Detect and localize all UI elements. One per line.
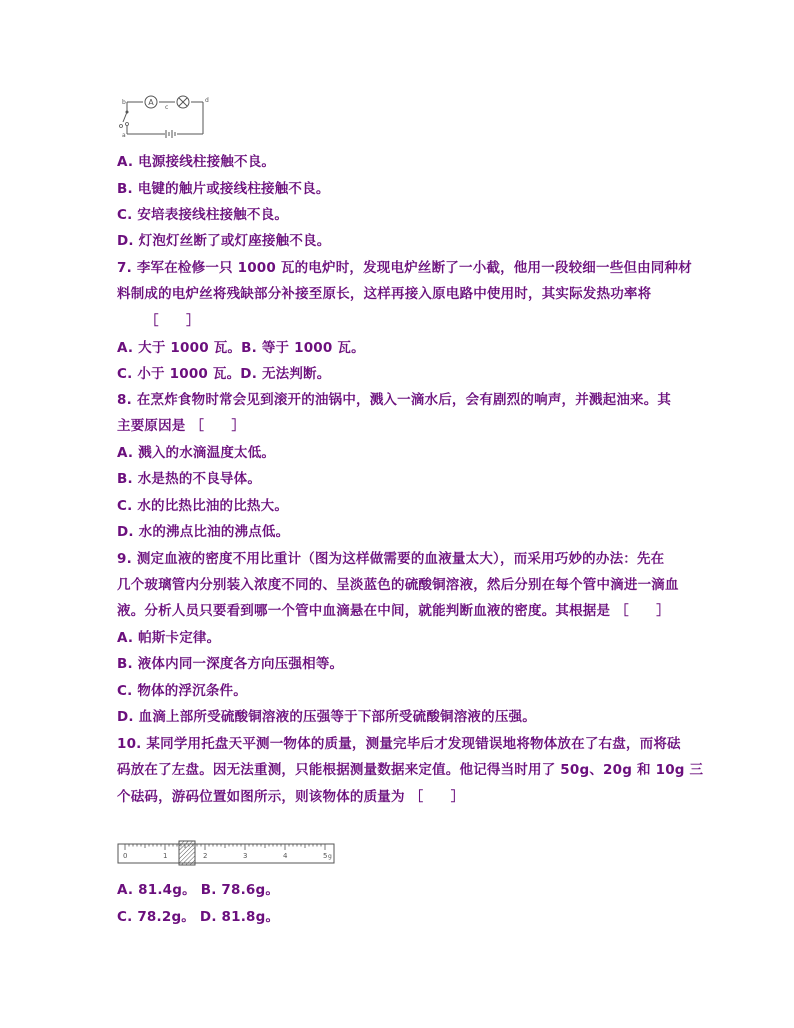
- q8-stem-line-1: 8. 在烹炸食物时常会见到滚开的油锅中，溅入一滴水后，会有剧烈的响声，并溅起油来。其: [117, 392, 672, 408]
- q7-stem-line-2: 料制成的电炉丝将残缺部分补接至原长，这样再接入原电路中使用时，其实际发热功率将: [117, 286, 652, 302]
- q10-option-cd: C. 78.2g。 D. 81.8g。: [117, 909, 280, 925]
- scale-tick-label: 5: [323, 852, 328, 860]
- q6-option-b: B. 电键的触片或接线柱接触不良。: [117, 181, 330, 197]
- q8-option-c: C. 水的比热比油的比热大。: [117, 498, 289, 514]
- battery-icon: [166, 130, 175, 138]
- q8-option-d: D. 水的沸点比油的沸点低。: [117, 524, 290, 540]
- label-d: d: [205, 97, 209, 104]
- q9-option-b: B. 液体内同一深度各方向压强相等。: [117, 656, 344, 672]
- q6-option-a: A. 电源接线柱接触不良。: [117, 154, 276, 170]
- q10-option-ab: A. 81.4g。 B. 78.6g。: [117, 882, 280, 898]
- q7-answer-bracket: ［ ］: [145, 313, 200, 329]
- scale-tick-label: 0: [123, 852, 128, 860]
- q9-stem-line-1: 9. 测定血液的密度不用比重计（图为这样做需要的血液量太大），而采用巧妙的办法：先在: [117, 551, 665, 567]
- q9-option-c: C. 物体的浮沉条件。: [117, 683, 247, 699]
- q9-stem-line-2: 几个玻璃管内分别装入浓度不同的、呈淡蓝色的硫酸铜溶液，然后分别在每个管中滴进一滴血: [117, 577, 679, 593]
- q10-stem-line-3: 个砝码，游码位置如图所示，则该物体的质量为 ［ ］: [117, 789, 465, 805]
- q8-option-a: A. 溅入的水滴温度太低。: [117, 445, 276, 461]
- q7-option-ab: A. 大于 1000 瓦。B. 等于 1000 瓦。: [117, 340, 365, 356]
- scale-tick-label: 3: [243, 852, 248, 860]
- q9-stem-line-3: 液。分析人员只要看到哪一个管中血滴悬在中间，就能判断血液的密度。其根据是 ［ ］: [117, 603, 670, 619]
- ammeter-label: A: [148, 98, 154, 107]
- label-a: a: [122, 132, 126, 139]
- label-b: b: [122, 99, 126, 106]
- q7-option-cd: C. 小于 1000 瓦。D. 无法判断。: [117, 366, 331, 382]
- scale-unit-label: g: [328, 853, 332, 860]
- q9-option-a: A. 帕斯卡定律。: [117, 630, 221, 646]
- q10-stem-line-1: 10. 某同学用托盘天平测一物体的质量，测量完毕后才发现错误地将物体放在了右盘，而将砝: [117, 736, 681, 752]
- q10-stem-line-2: 码放在了左盘。因无法重测，只能根据测量数据来定值。他记得当时用了 50g、20g 和 10g 三: [117, 762, 704, 778]
- scale-bar: [118, 844, 334, 863]
- q6-option-c: C. 安培表接线柱接触不良。: [117, 207, 289, 223]
- rider-weight: [179, 841, 195, 865]
- balance-rider-scale: [117, 840, 339, 866]
- q6-option-d: D. 灯泡灯丝断了或灯座接触不良。: [117, 233, 331, 249]
- q7-stem-line-1: 7. 李军在检修一只 1000 瓦的电炉时，发现电炉丝断了一小截，他用一段较细一些但由同种材: [117, 260, 692, 276]
- scale-tick-label: 4: [283, 852, 288, 860]
- scale-tick-label: 2: [203, 852, 208, 860]
- lamp-icon: [177, 96, 189, 108]
- label-c: c: [165, 104, 169, 111]
- scale-tick-label: 1: [163, 852, 168, 860]
- circuit-diagram: [115, 94, 215, 140]
- q8-option-b: B. 水是热的不良导体。: [117, 471, 262, 487]
- q8-stem-line-2: 主要原因是 ［ ］: [117, 418, 246, 434]
- q9-option-d: D. 血滴上部所受硫酸铜溶液的压强等于下部所受硫酸铜溶液的压强。: [117, 709, 536, 725]
- ammeter-icon: [145, 96, 157, 108]
